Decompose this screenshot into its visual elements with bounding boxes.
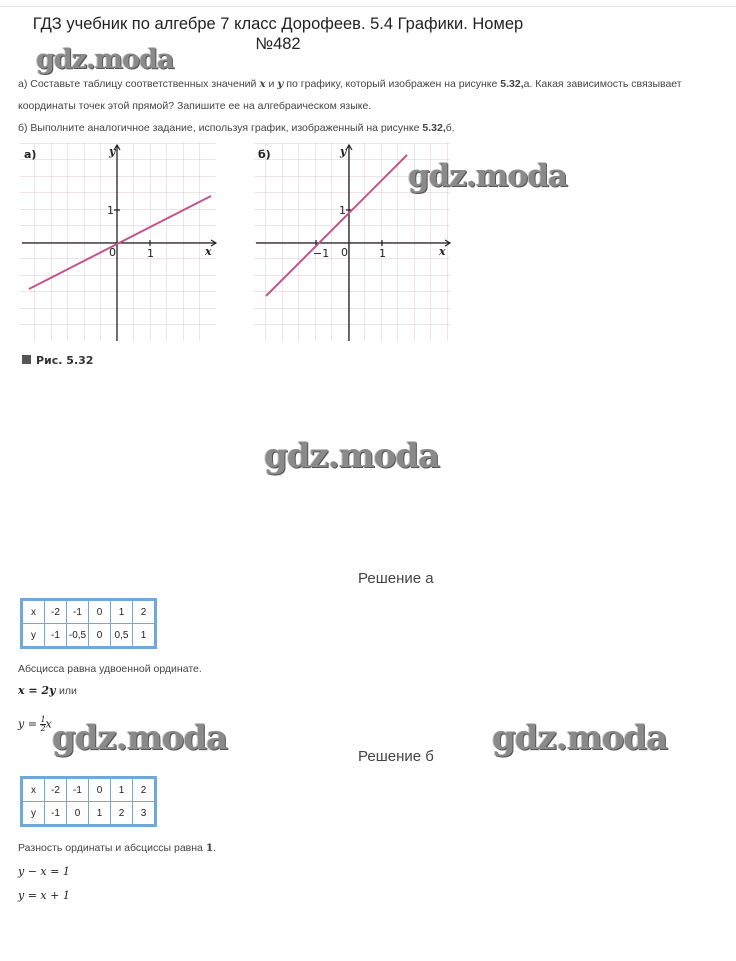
figure-ref-b: 5.32, <box>422 122 446 134</box>
table-cell: 0 <box>89 600 111 624</box>
y-one-a: 1 <box>107 204 114 217</box>
table-row-x <box>22 600 156 624</box>
eq2-var: x <box>45 717 52 731</box>
table-cell: -2 <box>45 778 67 802</box>
watermark-2: gdz.moda <box>408 158 567 194</box>
table-cell: y <box>22 624 45 648</box>
fraction-num: 1 <box>40 715 46 724</box>
solution-a-eq2 <box>18 716 52 733</box>
table-cell: 1 <box>133 624 156 648</box>
values-table-a <box>20 598 157 649</box>
watermark-1: gdz.moda <box>36 44 174 75</box>
table-cell: -2 <box>45 600 67 624</box>
watermark-3: gdz.moda <box>264 436 440 476</box>
y-label-a: y <box>109 145 116 158</box>
table-cell: -1 <box>67 778 89 802</box>
x-one-b: 1 <box>379 247 386 260</box>
caption-square-icon <box>22 355 31 364</box>
values-table-b <box>20 776 157 827</box>
grid-a <box>20 143 216 341</box>
origin-a: 0 <box>109 246 116 259</box>
task-a-text: а) Составьте таблицу соответственных значений <box>18 78 257 90</box>
table-cell: 1 <box>89 802 111 826</box>
task-part-a-line2: координаты точек этой прямой? Запишите ее на алгебраическом языке. <box>18 100 372 112</box>
figure-ref: 5.32, <box>500 78 524 90</box>
table-cell: 2 <box>133 600 156 624</box>
label-b: б) <box>258 148 271 161</box>
table-cell: 2 <box>111 802 133 826</box>
task-part-b <box>18 121 455 135</box>
table-cell: x <box>22 600 45 624</box>
statement-b-dot: . <box>213 842 217 854</box>
x-one-a: 1 <box>147 247 154 260</box>
table-cell: -1 <box>67 600 89 624</box>
origin-b: 0 <box>341 246 348 259</box>
table-cell: -1 <box>45 624 67 648</box>
task-a-post: а. Какая зависимость связывает <box>523 78 682 90</box>
table-cell: -1 <box>45 802 67 826</box>
label-a: а) <box>24 148 37 161</box>
statement-b-text: Разность ординаты и абсциссы равна <box>18 842 203 854</box>
or-text: или <box>58 685 77 697</box>
y-one-b: 1 <box>339 204 346 217</box>
task-b-text: б) Выполните аналогичное задание, используя график, изображенный на рисунке <box>18 122 420 134</box>
x-minus-one-b: −1 <box>313 247 330 260</box>
solution-a-eq1 <box>18 684 77 697</box>
watermark-4: gdz.moda <box>52 718 228 758</box>
task-b-post: б. <box>445 122 455 134</box>
table-cell: 1 <box>111 778 133 802</box>
figure-caption: Рис. 5.32 <box>36 354 94 367</box>
table-cell: -0,5 <box>67 624 89 648</box>
table-cell: 2 <box>133 778 156 802</box>
watermark-5: gdz.moda <box>492 718 668 758</box>
page-title: ГДЗ учебник по алгебре 7 класс Дорофеев. 5.4 Графики. Номер №482 <box>32 15 524 53</box>
fraction-den: 2 <box>40 724 46 733</box>
table-cell: 0 <box>67 802 89 826</box>
task-and: и <box>268 78 275 90</box>
table-cell: y <box>22 802 45 826</box>
table-row-y <box>22 624 156 648</box>
task-a-mid: по графику, который изображен на рисунке <box>286 78 498 90</box>
eq-x-2y: x = 2y <box>18 684 56 697</box>
table-cell: 0,5 <box>111 624 133 648</box>
solution-b-eq2: y = x + 1 <box>18 889 70 902</box>
solution-b-heading: Решение б <box>358 748 434 765</box>
top-divider <box>0 6 736 7</box>
task-part-a <box>18 77 728 91</box>
solution-a-statement: Абсцисса равна удвоенной ординате. <box>18 663 202 675</box>
var-y: y <box>277 78 284 90</box>
y-label-b: y <box>340 145 347 158</box>
graphs-svg <box>18 141 458 371</box>
table-cell: 1 <box>111 600 133 624</box>
solution-b-eq1: y − x = 1 <box>18 865 70 878</box>
solution-b-statement <box>18 841 216 855</box>
table-cell: 0 <box>89 778 111 802</box>
table-cell: 0 <box>89 624 111 648</box>
x-label-a: x <box>205 245 212 258</box>
statement-b-num: 1 <box>205 842 214 854</box>
figure-5-32 <box>18 141 458 371</box>
x-label-b: x <box>439 245 446 258</box>
eq2-lhs: y = <box>18 717 37 731</box>
solution-a-heading: Решение а <box>358 570 434 587</box>
table-row-y <box>22 802 156 826</box>
table-cell: x <box>22 778 45 802</box>
table-cell: 3 <box>133 802 156 826</box>
var-x: x <box>259 78 266 90</box>
table-row-x <box>22 778 156 802</box>
